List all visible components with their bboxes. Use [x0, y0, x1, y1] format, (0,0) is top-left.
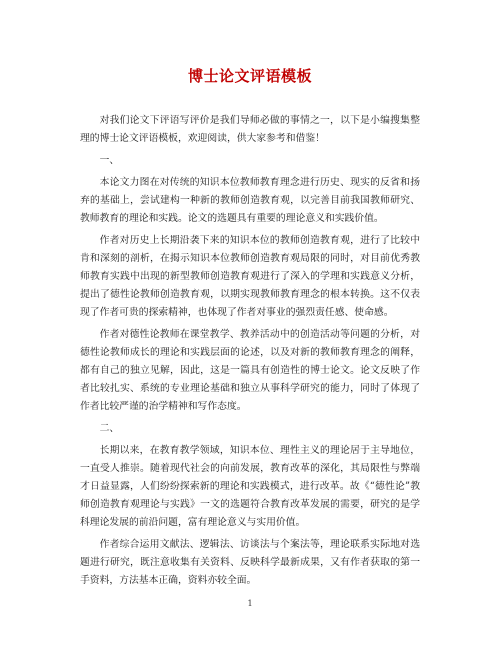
body-paragraph: 本论文力图在对传统的知识本位教师教育理念进行历史、现实的反省和扬弃的基础上，尝试建构一种新的教师创造教育观，以完善目前我国教师研究、教师教育的理论和实践。论文的选题具有重要的理论意义和实践价值。	[80, 177, 420, 224]
intro-paragraph: 对我们论文下评语写评价是我们导师必做的事情之一，以下是小编搜集整理的博士论文评语模板，欢迎阅读，供大家参考和借鉴！	[80, 115, 420, 144]
body-paragraph: 长期以来，在教育教学领域，知识本位、理性主义的理论居于主导地位，一直受人推崇。随着现代社会的向前发展，教育改革的深化，其局限性与弊端才日益显露，人们纷纷探索新的理论和实践模式，进行改革。故《“德性论”教师创造教育观理论与实践》一文的选题符合教育改革发展的需要，研究的是学科理论发展的前沿问题，富有理论意义与实用价值。	[80, 445, 420, 528]
document-title: 博士论文评语模板	[187, 67, 312, 85]
section-heading-two: 二、	[99, 423, 120, 434]
body-paragraph: 作者综合运用文献法、逻辑法、访谈法与个案法等，理论联系实际地对选题进行研究，既注意收集有关资料、反映科学最新成果，又有作者获取的第一手资料，方法基本正确，资料亦较全面。	[80, 539, 420, 586]
body-paragraph: 作者对德性论教师在课堂教学、教养活动中的创造活动等问题的分析，对德性论教师成长的理论和实践层面的论述，以及对新的教师教育理念的阐释，都有自己的独立见解，因此，这是一篇具有创造性的博士论文。论文反映了作者比较扎实、系统的专业理论基础和独立从事科学研究的能力，同时了体现了作者比较严谨的治学精神和写作态度。	[80, 329, 420, 412]
page-number: 1	[247, 599, 253, 608]
body-paragraph: 作者对历史上长期沿袭下来的知识本位的教师创造教育观，进行了比较中肯和深刻的剖析，在揭示知识本位教师创造教育观局限的同时，对目前优秀教师教育实践中出现的新型教师创造教育观进行了深入的学理和实践意义分析，提出了德性论教师创造教育观，以期实现教师教育理念的根本转换。这不仅表现了作者可贵的探索精神，也体现了作者对事业的强烈责任感、使命感。	[80, 235, 420, 318]
section-heading-one: 一、	[99, 155, 120, 166]
document-body	[80, 112, 420, 594]
